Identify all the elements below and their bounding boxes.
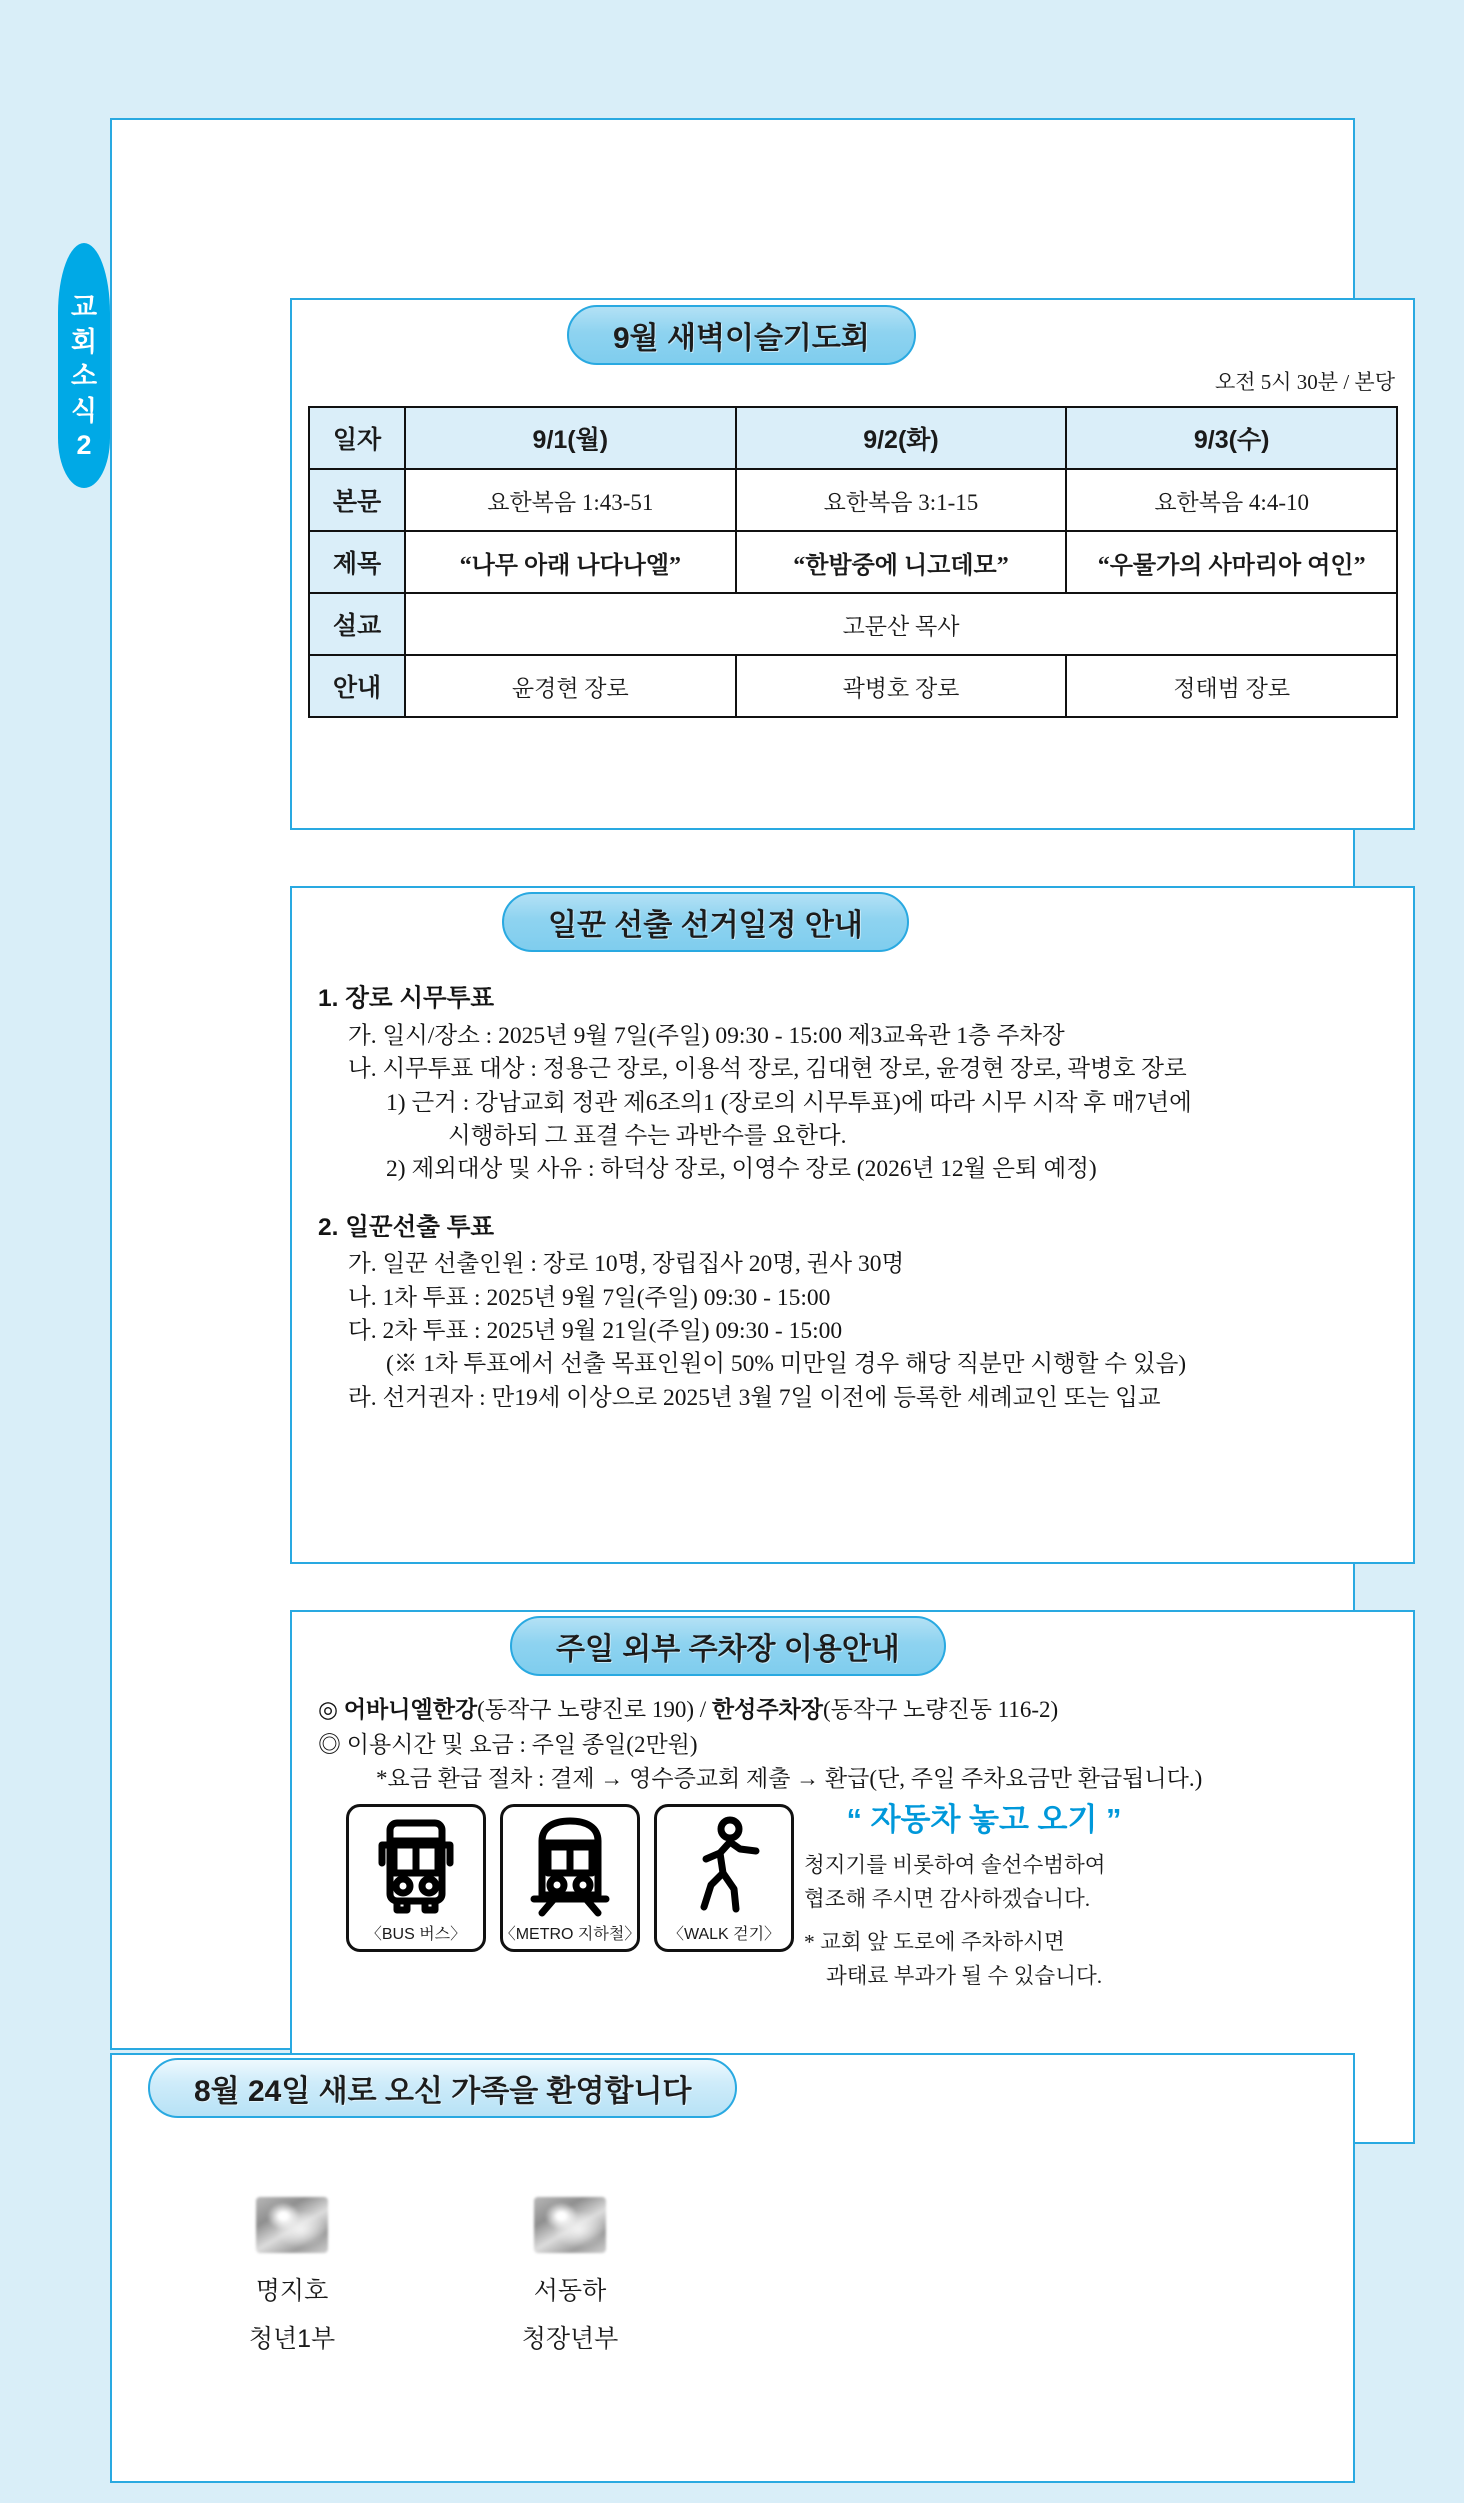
avatar <box>256 2197 328 2253</box>
panel-dawn-prayer <box>290 298 1415 830</box>
parking-line-1 <box>318 1692 1397 1728</box>
section-title-welcome: 8월 24일 새로 오신 가족을 환영합니다 <box>148 2058 737 2118</box>
election-body <box>318 976 1397 1415</box>
parking-appeal-line-2: 협조해 주시면 감사하겠습니다. <box>804 1886 1091 1911</box>
cell-sermon-title-2: “한밤중에 니고데모” <box>736 531 1067 593</box>
row-label-date: 일자 <box>309 407 405 469</box>
welcome-person-dept: 청장년부 <box>521 2325 619 2353</box>
row-label-preacher: 설교 <box>309 593 405 655</box>
table-row-dates <box>309 407 1397 469</box>
prayer-time-note: 오전 5시 30분 / 본당 <box>1214 370 1395 394</box>
row-label-sermon-title: 제목 <box>309 531 405 593</box>
election-item1-heading: 1. 장로 시무투표 <box>318 985 495 1012</box>
cell-guide-3: 정태범 장로 <box>1066 655 1397 717</box>
dawn-prayer-table <box>308 406 1398 718</box>
side-tab-char-3: 소 <box>70 361 98 392</box>
bullet-icon-2: ◎ <box>318 1731 341 1757</box>
welcome-person-name: 서동하 <box>533 2277 607 2305</box>
avatar <box>534 2197 606 2253</box>
walk-icon <box>678 1815 770 1919</box>
cell-sermon-title-3: “우물가의 사마리아 여인” <box>1066 531 1397 593</box>
section-title-parking: 주일 외부 주차장 이용안내 <box>510 1616 946 1676</box>
side-tab-char-1: 교 <box>70 292 98 322</box>
election-spacer <box>318 1187 1397 1205</box>
row-label-guide: 안내 <box>309 655 405 717</box>
welcome-person-name: 명지호 <box>255 2277 329 2305</box>
cell-date-1: 9/1(월) <box>405 407 736 469</box>
side-tab-char-5: 2 <box>76 430 92 461</box>
metro-icon <box>524 1815 616 1919</box>
election-item2-heading: 2. 일꾼선출 투표 <box>318 1213 495 1241</box>
cell-date-2: 9/2(화) <box>736 407 1067 469</box>
transport-option-walk <box>654 1804 794 1952</box>
election-item2-a: 가. 일꾼 선출인원 : 장로 10명, 장립집사 20명, 권사 30명 <box>348 1251 905 1278</box>
panel-election-schedule <box>290 886 1415 1564</box>
bullet-icon-1: ◎ <box>318 1697 339 1722</box>
transport-icon-row <box>346 1804 794 1952</box>
transport-option-metro <box>500 1804 640 1952</box>
parking-body <box>318 1692 1397 1797</box>
parking-lot-addr-1: (동작구 노량진로 190) <box>477 1697 694 1722</box>
side-tab-char-2: 회 <box>70 326 98 357</box>
cell-guide-1: 윤경현 장로 <box>405 655 736 717</box>
parking-appeal-line-1: 청지기를 비롯하여 솔선수범하여 <box>804 1853 1106 1877</box>
parking-line-2 <box>318 1728 1397 1763</box>
election-item1-b2: 2) 제외대상 및 사유 : 하덕상 장로, 이영수 장로 (2026년 12월 은퇴 예정) <box>386 1156 1097 1183</box>
election-item1-b1: 1) 근거 : 강남교회 정관 제6조의1 (장로의 시무투표)에 따라 시무 시작 후 매7년에 <box>386 1089 1192 1116</box>
election-item2-d: 라. 선거권자 : 만19세 이상으로 2025년 3월 7일 이전에 등록한 세례교인 또는 입교 <box>348 1384 1161 1411</box>
transport-caption-walk: 〈WALK 걷기〉 <box>667 1926 781 1943</box>
table-row-guide <box>309 655 1397 717</box>
parking-appeal-block <box>804 1794 1164 1996</box>
section-title-dawn-prayer: 9월 새벽이슬기도회 <box>567 305 916 365</box>
parking-lot-name-1: 어바니엘한강 <box>343 1696 478 1722</box>
row-label-scripture: 본문 <box>309 469 405 531</box>
election-item2-b: 나. 1차 투표 : 2025년 9월 7일(주일) 09:30 - 15:00 <box>348 1284 831 1311</box>
transport-caption-bus: 〈BUS 버스〉 <box>365 1926 467 1943</box>
transport-caption-metro: 〈METRO 지하철〉 <box>499 1926 641 1943</box>
cell-guide-2: 곽병호 장로 <box>736 655 1067 717</box>
welcome-people-row <box>212 2197 650 2355</box>
parking-separator: / <box>694 1697 712 1722</box>
cell-preacher: 고문산 목사 <box>405 593 1397 655</box>
table-row-scripture <box>309 469 1397 531</box>
election-item2-c-note: (※ 1차 투표에서 선출 목표인원이 50% 미만일 경우 해당 직분만 시행할 수 있음) <box>386 1351 1187 1378</box>
bus-icon <box>370 1815 462 1919</box>
side-tab-church-news <box>58 243 110 488</box>
transport-option-bus <box>346 1804 486 1952</box>
cell-scripture-1: 요한복음 1:43-51 <box>405 469 736 531</box>
election-item1-b: 나. 시무투표 대상 : 정용근 장로, 이용석 장로, 김대현 장로, 윤경현 장로, 곽병호 장로 <box>348 1056 1187 1083</box>
table-row-preacher <box>309 593 1397 655</box>
welcome-person <box>212 2197 372 2355</box>
cell-sermon-title-1: “나무 아래 나다나엘” <box>405 531 736 593</box>
election-item2-c: 다. 2차 투표 : 2025년 9월 21일(주일) 09:30 - 15:00 <box>348 1318 843 1345</box>
cell-scripture-3: 요한복음 4:4-10 <box>1066 469 1397 531</box>
election-item1-b1-cont: 시행하되 그 표결 수는 과반수를 요한다. <box>448 1122 847 1149</box>
cell-scripture-2: 요한복음 3:1-15 <box>736 469 1067 531</box>
parking-hours-fee: 이용시간 및 요금 : 주일 종일(2만원) <box>346 1731 698 1757</box>
parking-quote: “ 자동차 놓고 오기 ” <box>846 1802 1122 1837</box>
church-news-card <box>110 118 1395 2050</box>
parking-lot-name-2: 한성주차장 <box>711 1696 823 1722</box>
welcome-person <box>490 2197 650 2355</box>
parking-refund-process: *요금 환급 절차 : 결제 → 영수증교회 제출 → 환급(단, 주일 주차요금만 환급됩니다.) <box>376 1766 1203 1791</box>
parking-warning <box>804 1928 1164 1991</box>
parking-warning-line-1: * 교회 앞 도로에 주차하시면 <box>804 1930 1065 1955</box>
side-tab-char-4: 식 <box>70 395 98 426</box>
parking-lot-addr-2: (동작구 노량진동 116-2) <box>822 1697 1059 1722</box>
section-title-election-schedule: 일꾼 선출 선거일정 안내 <box>502 892 909 952</box>
welcome-person-dept: 청년1부 <box>248 2325 336 2353</box>
cell-date-3: 9/3(수) <box>1066 407 1397 469</box>
table-row-sermon-title <box>309 531 1397 593</box>
parking-warning-line-2: 과태료 부과가 될 수 있습니다. <box>826 1963 1103 1988</box>
election-item1-a: 가. 일시/장소 : 2025년 9월 7일(주일) 09:30 - 15:00 제3교육관 1층 주차장 <box>348 1022 1065 1049</box>
